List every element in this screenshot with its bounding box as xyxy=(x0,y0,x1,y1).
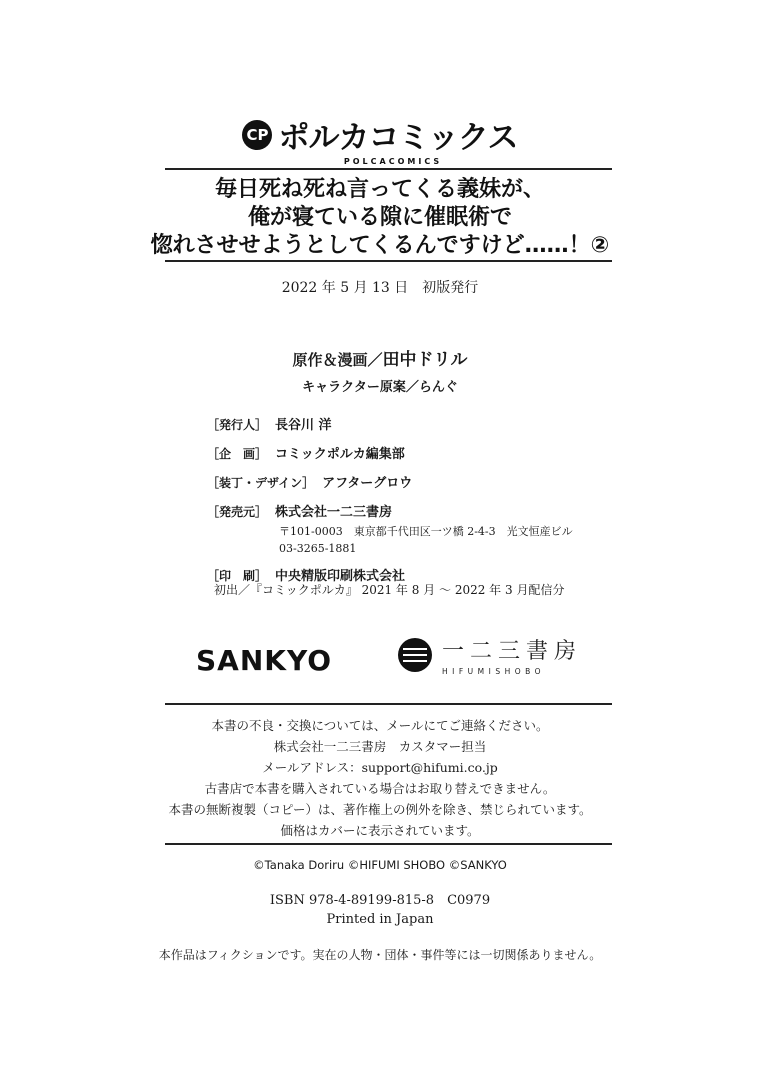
staff-value: コミックポルカ編集部 xyxy=(275,447,405,462)
notice-line: 古書店で本書を購入されている場合はお取り替えできません。 xyxy=(204,781,556,796)
staff-label: ［発売元］ xyxy=(207,505,268,519)
top-divider xyxy=(165,168,612,170)
staff-row xyxy=(207,472,607,491)
notice-line: 本書の不良・交換については、メールにてご連絡ください。 xyxy=(211,718,549,733)
staff-value: 株式会社一二三書房 xyxy=(275,505,393,520)
staff-label: ［企 画］ xyxy=(207,447,268,461)
character-credit: キャラクター原案／らんぐ xyxy=(302,380,458,395)
publish-date: 2022 年 5 月 13 日 初版発行 xyxy=(281,280,479,296)
hifumi-sub: HIFUMISHOBO xyxy=(442,667,546,676)
logo-name: ポルカコミックス xyxy=(278,120,518,156)
fiction-note: 本作品はフィクションです。実在の人物・団体・事件等には一切関係ありません。 xyxy=(158,948,602,962)
sankyo-logo: SANKYO xyxy=(196,644,333,677)
notice-line: 本書の無断複製（コピー）は、著作権上の例外を除き、禁じられています。 xyxy=(168,802,592,817)
staff-label: ［装丁・デザイン］ xyxy=(207,476,315,490)
title-line-3: 惚れさせせようとしてくるんですけど……！② xyxy=(150,233,610,258)
address-line: 〒101-0003 東京都千代田区一ツ橋 2-4-3 光文恒産ビル xyxy=(279,525,573,538)
title-line-1: 毎日死ね死ね言ってくる義妹が、 xyxy=(214,177,545,202)
first-publication: 初出／『コミックポルカ』 2021 年 8 月 ～ 2022 年 3 月配信分 xyxy=(214,583,565,597)
staff-row xyxy=(207,501,607,520)
hifumi-mark-icon xyxy=(398,638,432,672)
staff-value: 長谷川 洋 xyxy=(275,418,332,433)
printer-value: 中央精版印刷株式会社 xyxy=(275,569,406,584)
original-label: 原作＆漫画／ xyxy=(292,351,383,369)
staff-row xyxy=(207,443,607,462)
polca-comics-logo xyxy=(0,112,760,166)
staff-label: ［発行人］ xyxy=(207,418,268,432)
book-title xyxy=(0,176,760,260)
printed-in: Printed in Japan xyxy=(326,912,434,927)
title-divider xyxy=(165,260,612,262)
title-line-2: 俺が寝ている隙に催眠術で xyxy=(247,205,512,230)
logo-sub: POLCACOMICS xyxy=(343,157,443,166)
notice-line: 価格はカバーに表示されています。 xyxy=(280,823,480,838)
staff-list xyxy=(207,414,607,594)
isbn-block xyxy=(0,891,760,929)
phone-number: 03-3265-1881 xyxy=(279,542,357,555)
notice-bottom-divider xyxy=(165,843,612,845)
publisher-address xyxy=(279,523,607,557)
original-credit xyxy=(0,345,760,370)
customer-notice xyxy=(0,715,760,841)
staff-value: アフターグロウ xyxy=(322,476,413,491)
printer-label: ［印 刷］ xyxy=(207,569,268,583)
isbn: ISBN 978-4-89199-815-8 C0979 xyxy=(269,893,491,908)
original-author: 田中ドリル xyxy=(382,350,468,370)
hifumi-logo xyxy=(398,634,582,676)
copyright: ©Tanaka Doriru ©HIFUMI SHOBO ©SANKYO xyxy=(253,858,507,872)
hifumi-title: 一二三書房 xyxy=(442,639,583,664)
notice-line: メールアドレス：support@hifumi.co.jp xyxy=(262,760,498,775)
notice-line: 株式会社一二三書房 カスタマー担当 xyxy=(273,739,487,754)
staff-row xyxy=(207,414,607,433)
notice-top-divider xyxy=(165,703,612,705)
polca-logo-icon: CP xyxy=(242,120,272,150)
